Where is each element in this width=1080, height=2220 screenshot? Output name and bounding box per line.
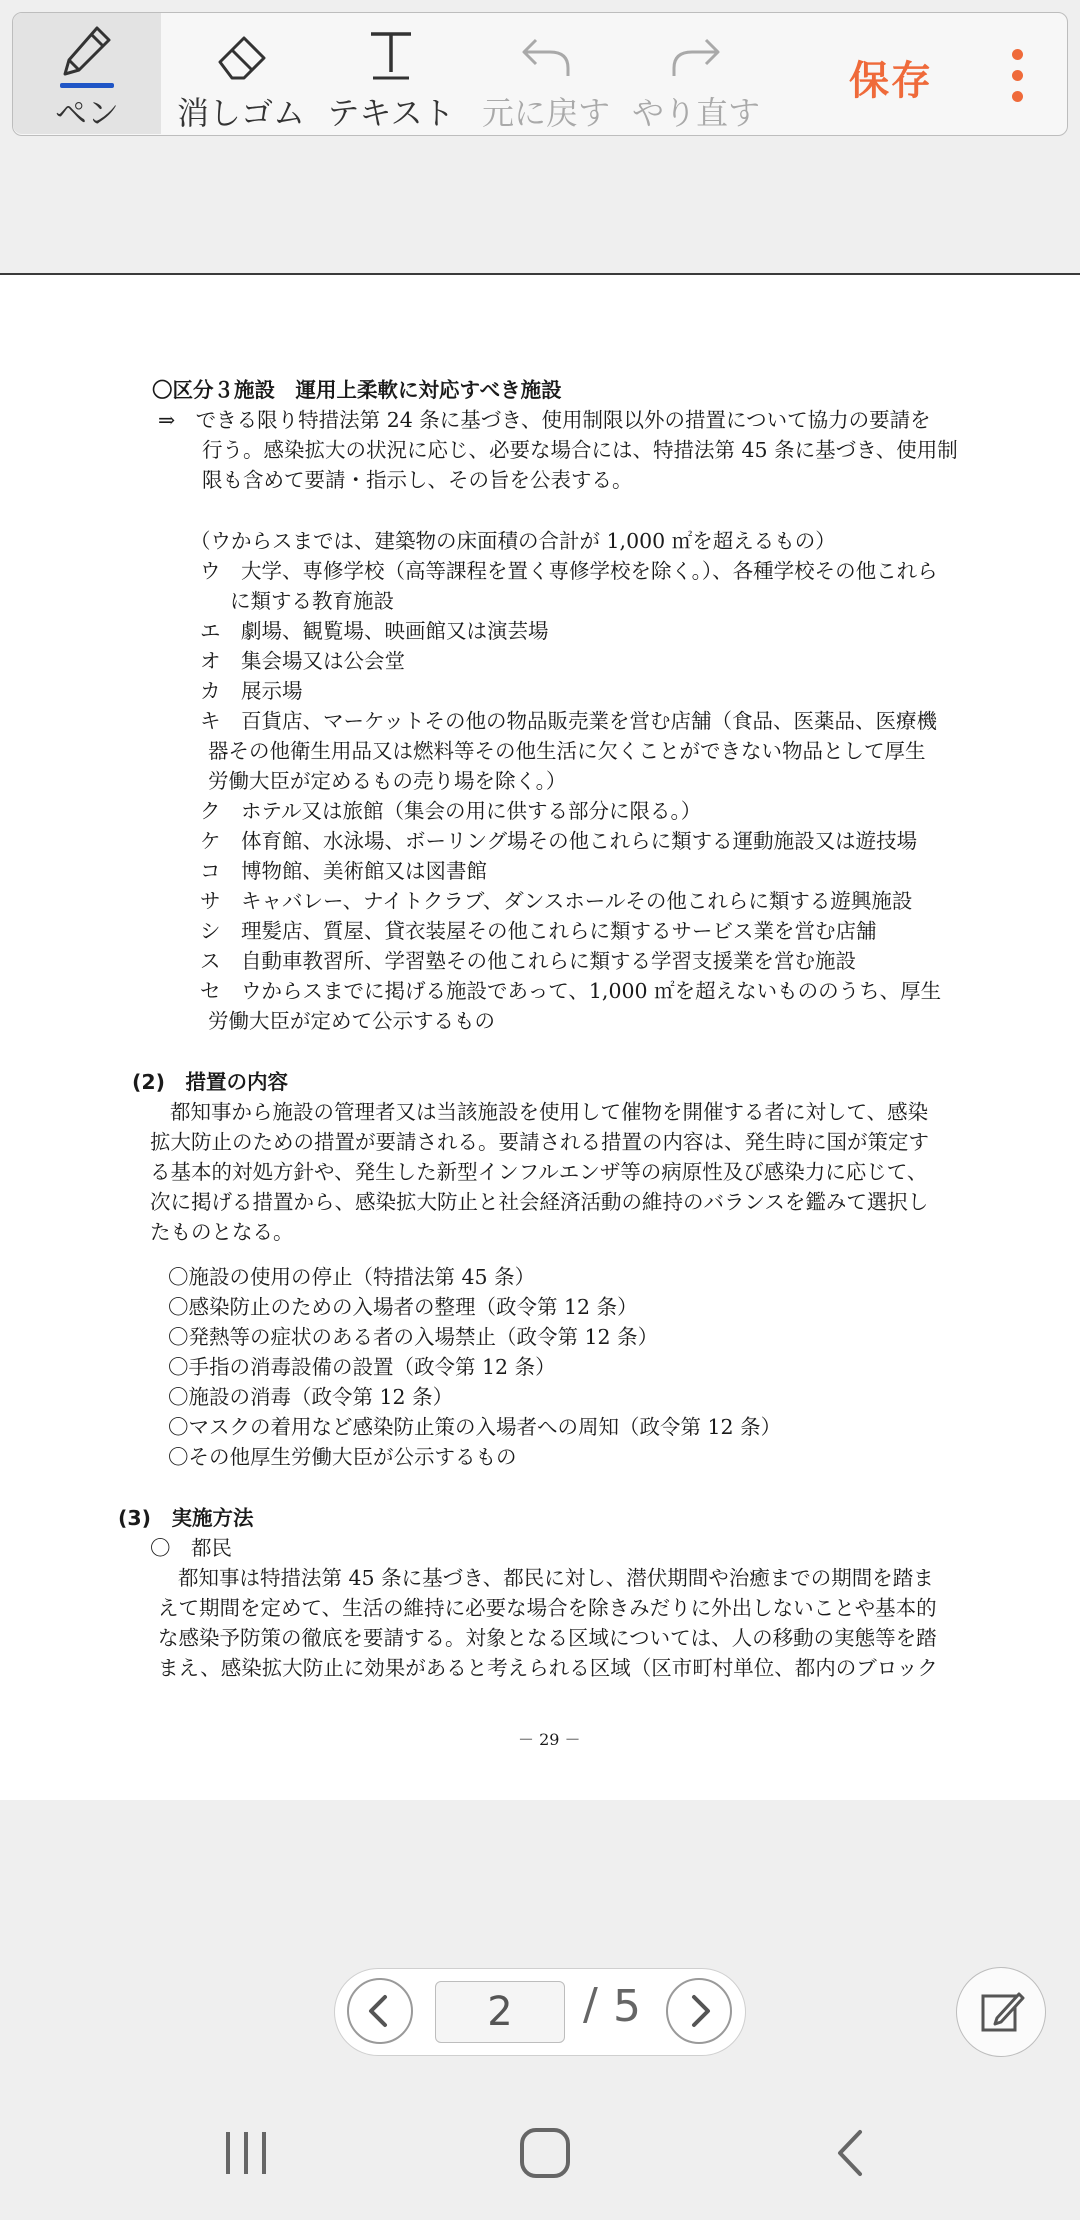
list-item: 〇感染防止のための入場者の整理（政令第 12 条） bbox=[168, 1295, 638, 1319]
section-heading: (3) 実施方法 bbox=[118, 1506, 254, 1530]
chevron-left-icon bbox=[349, 1980, 411, 2042]
edit-note-icon bbox=[957, 1968, 1045, 2056]
back-button[interactable] bbox=[830, 2128, 870, 2182]
list-item: 〇マスクの着用など感染防止策の入場者への周知（政令第 12 条） bbox=[168, 1415, 782, 1439]
doc-line: 行う。感染拡大の状況に応じ、必要な場合には、特措法第 45 条に基づき、使用制 bbox=[202, 438, 958, 462]
doc-line: 拡大防止のための措置が要請される。要請される措置の内容は、発生時に国が策定す bbox=[150, 1130, 929, 1154]
list-item: セ ウからスまでに掲げる施設であって、1,000 ㎡を超えないもののうち、厚生 bbox=[200, 979, 942, 1003]
doc-line: えて期間を定めて、生活の維持に必要な場合を除きみだりに外出しないことや基本的 bbox=[158, 1596, 937, 1620]
list-item: シ 理髪店、質屋、貸衣装屋その他これらに類するサービス業を営む店舗 bbox=[200, 919, 877, 943]
undo-icon bbox=[516, 13, 576, 82]
back-chevron-icon bbox=[830, 2128, 870, 2178]
section-heading: 〇区分３施設 運用上柔軟に対応すべき施設 bbox=[152, 378, 562, 402]
list-item: オ 集会場又は公会堂 bbox=[200, 649, 405, 673]
redo-icon bbox=[666, 13, 726, 82]
page-navigator bbox=[334, 1968, 746, 2056]
total-pages: 5 bbox=[613, 1981, 641, 2032]
next-page-button[interactable] bbox=[666, 1978, 732, 2044]
doc-line: 都知事は特措法第 45 条に基づき、都民に対し、潜伏期間や治癒までの期間を踏ま bbox=[178, 1566, 934, 1590]
chevron-right-icon bbox=[668, 1980, 730, 2042]
list-item: サ キャバレー、ナイトクラブ、ダンスホールその他これらに類する遊興施設 bbox=[200, 889, 913, 913]
list-item-cont: に類する教育施設 bbox=[230, 589, 394, 613]
doc-line: ⇒ できる限り特措法第 24 条に基づき、使用制限以外の措置について協力の要請を bbox=[158, 408, 931, 432]
list-item: 〇発熱等の症状のある者の入場禁止（政令第 12 条） bbox=[168, 1325, 659, 1349]
list-item: 〇施設の使用の停止（特措法第 45 条） bbox=[168, 1265, 536, 1289]
home-icon bbox=[518, 2126, 572, 2180]
list-item: ク ホテル又は旅館（集会の用に供する部分に限る。） bbox=[200, 799, 702, 823]
recent-apps-button[interactable] bbox=[222, 2128, 270, 2182]
doc-line: 限も含めて要請・指示し、その旨を公表する。 bbox=[202, 468, 633, 492]
eraser-tool-button[interactable] bbox=[171, 13, 311, 134]
current-page-input[interactable]: 2 bbox=[435, 1981, 565, 2043]
list-item: 〇手指の消毒設備の設置（政令第 12 条） bbox=[168, 1355, 556, 1379]
list-item-cont: 労働大臣が定めるもの売り場を除く。） bbox=[208, 769, 567, 793]
page-number: － 29 － bbox=[518, 1730, 581, 1749]
pen-tool-label: ペン bbox=[54, 94, 119, 132]
doc-line: （ウからスまでは、建築物の床面積の合計が 1,000 ㎡を超えるもの） bbox=[190, 529, 836, 553]
pen-icon bbox=[57, 13, 117, 80]
list-item-cont: 労働大臣が定めて公示するもの bbox=[208, 1009, 495, 1033]
list-item: ウ 大学、専修学校（高等課程を置く専修学校を除く。）、各種学校その他これら bbox=[200, 559, 938, 583]
doc-line: まえ、感染拡大防止に効果があると考えられる区域（区市町村単位、都内のブロック bbox=[158, 1656, 938, 1680]
doc-line: 都知事から施設の管理者又は当該施設を使用して催物を開催する者に対して、感染 bbox=[170, 1100, 929, 1124]
document-page[interactable] bbox=[0, 275, 1080, 1800]
previous-page-button[interactable] bbox=[347, 1978, 413, 2044]
list-item: ス 自動車教習所、学習塾その他これらに類する学習支援業を営む施設 bbox=[200, 949, 856, 973]
save-button[interactable]: 保存 bbox=[849, 58, 933, 104]
list-item: キ 百貨店、マーケットその他の物品販売業を営む店舗（食品、医薬品、医療機 bbox=[200, 709, 937, 733]
more-options-icon[interactable] bbox=[1007, 49, 1027, 109]
redo-button[interactable] bbox=[621, 13, 771, 134]
list-item: カ 展示場 bbox=[200, 679, 303, 703]
eraser-tool-label: 消しゴム bbox=[176, 94, 305, 132]
undo-label: 元に戻す bbox=[481, 94, 610, 132]
undo-button[interactable] bbox=[471, 13, 621, 134]
redo-label: やり直す bbox=[631, 94, 760, 132]
doc-line: な感染予防策の徹底を要請する。対象となる区域については、人の移動の実態等を踏 bbox=[158, 1626, 937, 1650]
list-item: 〇その他厚生労働大臣が公示するもの bbox=[168, 1445, 517, 1469]
doc-line: 〇 都民 bbox=[150, 1536, 232, 1560]
list-item: 〇施設の消毒（政令第 12 条） bbox=[168, 1385, 454, 1409]
pen-tool-button[interactable] bbox=[13, 13, 161, 134]
doc-line: 次に掲げる措置から、感染拡大防止と社会経済活動の維持のバランスを鑑みて選択し bbox=[150, 1190, 929, 1214]
section-heading: (2) 措置の内容 bbox=[132, 1070, 289, 1094]
text-tool-label: テキスト bbox=[327, 94, 455, 132]
eraser-icon bbox=[210, 13, 272, 82]
text-tool-button[interactable] bbox=[321, 13, 461, 134]
list-item: エ 劇場、観覧場、映画館又は演芸場 bbox=[200, 619, 549, 643]
doc-line: たものとなる。 bbox=[150, 1220, 294, 1244]
doc-line: る基本的対処方針や、発生した新型インフルエンザ等の病原性及び感染力に応じて、 bbox=[150, 1160, 928, 1184]
page-separator: / bbox=[583, 1979, 598, 2030]
list-item-cont: 器その他衛生用品又は燃料等その他生活に欠くことができない物品として厚生 bbox=[208, 739, 926, 763]
system-navigation-bar bbox=[0, 2100, 1080, 2220]
text-icon bbox=[363, 13, 419, 82]
home-button[interactable] bbox=[518, 2126, 572, 2184]
recent-apps-icon bbox=[222, 2128, 270, 2178]
annotation-toolbar bbox=[12, 12, 1068, 136]
list-item: ケ 体育館、水泳場、ボーリング場その他これらに類する運動施設又は遊技場 bbox=[200, 829, 918, 853]
edit-document-button[interactable] bbox=[956, 1967, 1046, 2057]
list-item: コ 博物館、美術館又は図書館 bbox=[200, 859, 487, 883]
